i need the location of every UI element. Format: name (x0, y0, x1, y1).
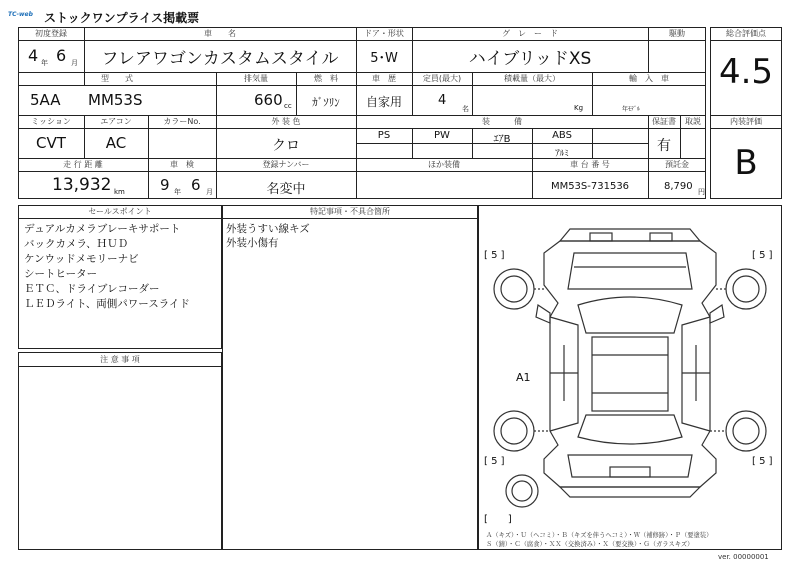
version-text: ver. 00000001 (718, 553, 769, 561)
inspection-year-unit: 年 (174, 188, 181, 196)
equip-airbag: ｴｱB (493, 134, 511, 145)
interior-score-label: 内装評価 (730, 117, 762, 126)
deposit-label: 預託金 (665, 160, 689, 169)
fuel: ｶﾞｿﾘﾝ (312, 96, 340, 109)
capacity-unit: 名 (462, 105, 469, 113)
door-label: ドア・形状 (364, 29, 404, 38)
displacement: 660 (254, 91, 283, 109)
exterior-color: クロ (272, 138, 300, 154)
remarks-list (226, 222, 310, 250)
load-unit: Kg (574, 104, 584, 112)
model: MM53S (88, 91, 143, 109)
drive-label: 駆動 (669, 29, 685, 38)
warranty-label: 保証書 (652, 117, 676, 126)
ac: AC (105, 134, 127, 152)
equip-alloy: ｱﾙﾐ (555, 149, 569, 159)
first-reg-month: 6 (56, 46, 67, 65)
mission-label: ミッション (31, 117, 71, 126)
equip-ps: PS (377, 130, 391, 141)
first-reg-value (18, 44, 84, 70)
color-no-label: カラーNo. (163, 117, 201, 126)
other-equip-label: ほか装備 (428, 160, 460, 169)
list-item: 外装うすい線キズ (226, 223, 310, 235)
sales-points-list (24, 222, 190, 312)
damage-legend-1: Ａ（キズ）・Ｕ（ヘコミ）・Ｂ（キズを伴うヘコミ）・Ｗ（補修跡）・Ｐ（要塗装） (486, 532, 713, 539)
plate: 名変中 (266, 182, 306, 197)
equipment-label: 装 備 (482, 117, 522, 126)
list-item: デュアルカメラブレーキサポート (24, 223, 181, 235)
deposit: 8,790 (664, 181, 693, 192)
chassis-number: MM53S-731536 (550, 181, 630, 192)
first-reg-year-unit: 年 (41, 59, 48, 67)
page-title: ストックワンプライス掲載票 (44, 11, 200, 25)
import-label: 輸 入 車 (629, 74, 669, 83)
load-label: 積載量（最大） (504, 74, 560, 83)
inspection-label: 車 検 (170, 160, 194, 169)
mileage-unit: km (114, 188, 125, 196)
list-item: バックカメラ、ＨＵＤ (24, 238, 129, 250)
notes-box (18, 352, 222, 550)
tire-front-left-label: [ 5 ] (484, 250, 505, 261)
door: 5･W (370, 51, 398, 66)
grade: ハイブリッドXS (468, 49, 592, 69)
overall-score: 4.5 (718, 52, 774, 92)
sales-points-label: セールスポイント (88, 207, 152, 216)
capacity: 4 (438, 93, 447, 108)
remarks-label: 特記事項・不具合箇所 (310, 207, 390, 216)
car-name-label: 車 名 (204, 29, 236, 38)
remarks-box (222, 205, 478, 550)
list-item: シートヒーター (24, 268, 98, 280)
mission: CVT (36, 134, 66, 152)
displacement-unit: cc (284, 102, 292, 110)
tire-front-right-label: [ 5 ] (752, 250, 773, 261)
import-sub: 年ﾓﾃﾞﾙ (622, 106, 641, 113)
notes-label: 注 意 事 項 (100, 355, 140, 364)
list-item: ケンウッドメモリーナビ (24, 253, 139, 265)
logo: TC-web (8, 11, 33, 18)
first-reg-year: 4 (28, 46, 39, 65)
car-name: フレアワゴンカスタムスタイル (101, 49, 339, 69)
deposit-unit: 円 (698, 188, 705, 196)
manual-label: 取説 (685, 117, 701, 126)
equip-pw: PW (434, 130, 450, 141)
overall-score-label: 総合評価点 (726, 29, 766, 38)
history-label: 車 歴 (372, 74, 396, 83)
displacement-label: 排気量 (244, 74, 268, 83)
history: 自家用 (365, 95, 402, 109)
inspection-month: 6 (191, 176, 201, 194)
damage-legend-2: Ｓ（錆）・Ｃ（腐食）・ＸＸ（交換済み）・Ｘ（要交換）・Ｇ（ガラスキズ） (486, 541, 694, 548)
first-reg-month-unit: 月 (71, 59, 78, 67)
equip-abs: ABS (552, 130, 572, 141)
tire-rear-right-label: [ 5 ] (752, 456, 773, 467)
mileage: 13,932 (52, 175, 112, 195)
exterior-label: 外 装 色 (271, 117, 301, 126)
interior-score: B (734, 143, 758, 183)
list-item: ＥＴＣ、ドライブレコーダー (24, 283, 160, 295)
model-label: 型 式 (101, 74, 133, 83)
list-item: ＬＥＤライト、両側パワースライド (24, 298, 190, 310)
inspection-month-unit: 月 (206, 188, 213, 196)
spare-tire-label: [ ] (484, 514, 512, 525)
first-reg-label: 初度登録 (35, 29, 67, 38)
grade-label: グ レ ー ド (502, 29, 558, 38)
chassis-label: 車 台 番 号 (570, 160, 610, 169)
fuel-label: 燃 料 (314, 74, 338, 83)
plate-label: 登録ナンバー (262, 160, 310, 169)
inspection-year: 9 (160, 176, 170, 194)
ac-label: エアコン (100, 117, 132, 126)
tire-rear-left-label: [ 5 ] (484, 456, 505, 467)
list-item: 外装小傷有 (226, 237, 279, 249)
damage-mark-a1: A1 (516, 371, 531, 384)
mileage-label: 走 行 距 離 (63, 160, 103, 169)
warranty: 有 (657, 138, 671, 154)
capacity-label: 定員(最大) (422, 74, 462, 83)
model-prefix: 5AA (30, 91, 61, 109)
